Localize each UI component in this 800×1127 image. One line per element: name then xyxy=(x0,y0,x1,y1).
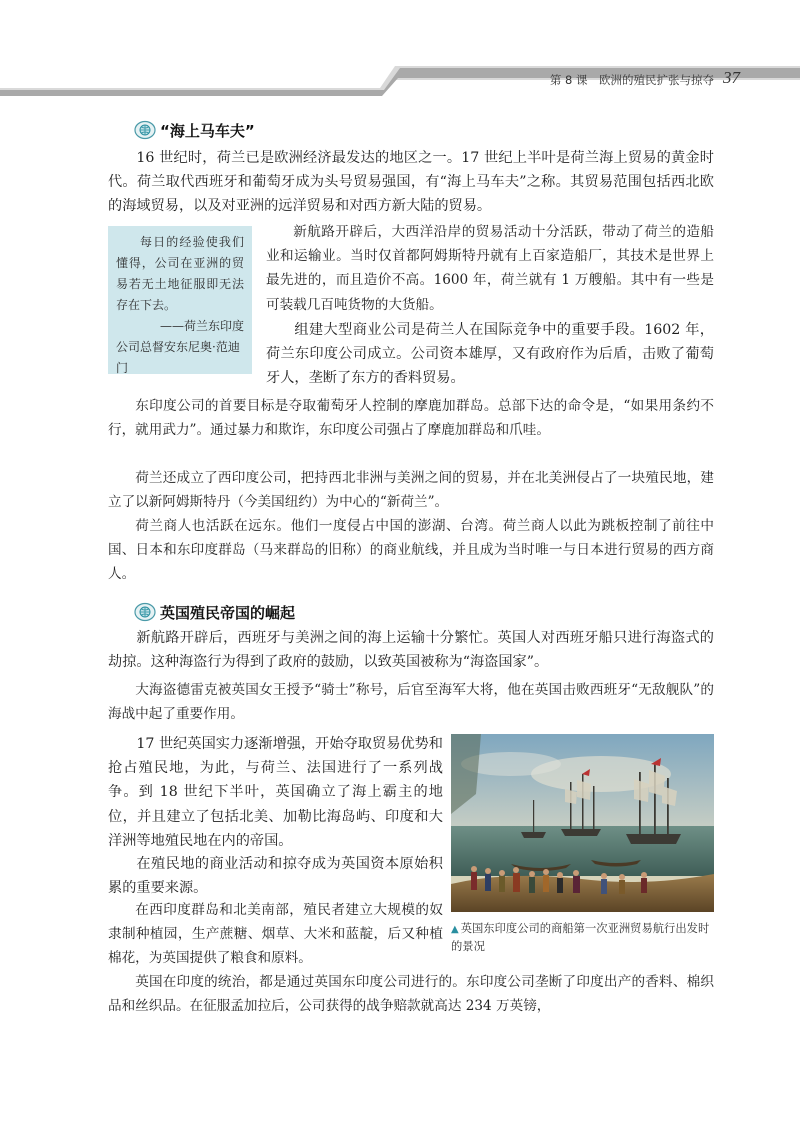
paragraph-drake: 大海盗德雷克被英国女王授予“骑士”称号，后官至海军大将，他在英国击败西班牙“无敌舰队”的海战中起了重要作用。 xyxy=(108,682,714,723)
figure-caption xyxy=(451,920,716,955)
paragraph-far-east: 荷兰商人也活跃在远东。他们一度侵占中国的澎湖、台湾。荷兰商人以此为跳板控制了前往中国、日本和东印度群岛（马来群岛的旧称）的商业航线，并且成为当时唯一与日本进行贸易的西方商人。 xyxy=(108,518,714,583)
globe-emblem-icon xyxy=(134,602,156,622)
paragraph-plantations: 在西印度群岛和北美南部，殖民者建立大规模的奴隶制种植园，生产蔗糖、烟草、大米和蓝靛，后又种植棉花，为英国提供了粮食和原料。 xyxy=(108,902,443,967)
globe-emblem-icon xyxy=(134,120,156,140)
paragraph-shipbuilding: 新航路开辟后，大西洋沿岸的贸易活动十分活跃，带动了荷兰的造船业和运输业。当时仅首都阿姆斯特丹就有上百家造船厂，其技术是世界上最先进的，而且造价不高。1600 年，荷兰就有 1 万艘船。其中有一些是可装载几百吨货物的大货船。 xyxy=(266,224,714,313)
sidebar-quote-text: 每日的经验使我们懂得，公司在亚洲的贸易若无土地征服即无法存在下去。 xyxy=(116,235,244,312)
paragraph-india-rule: 英国在印度的统治，都是通过英国东印度公司进行的。东印度公司垄断了印度出产的香料、棉织品和丝织品。在征服孟加拉后，公司获得的战争赔款就高达 234 万英镑， xyxy=(108,974,714,1015)
figure-caption-text: 英国东印度公司的商船第一次亚洲贸易航行出发时的景况 xyxy=(451,922,710,953)
paragraph-piracy: 新航路开辟后，西班牙与美洲之间的海上运输十分繁忙。英国人对西班牙船只进行海盗式的劫掠。这种海盗行为得到了政府的鼓励，以致英国被称为“海盗国家”。 xyxy=(108,630,714,671)
section-heading-text: 英国殖民帝国的崛起 xyxy=(160,603,296,622)
sidebar-quote-source-continued: 公司总督安东尼奥·范迪门 xyxy=(116,340,240,375)
paragraph-west-india-company: 荷兰还成立了西印度公司，把持西北非洲与美洲之间的贸易，并在北美洲侵占了一块殖民地，建立了以新阿姆斯特丹（今美国纽约）为中心的“新荷兰”。 xyxy=(108,470,714,511)
section-heading-text: “海上马车夫” xyxy=(160,121,255,140)
paragraph-dutch-golden-age: 16 世纪时，荷兰已是欧洲经济最发达的地区之一。17 世纪上半叶是荷兰海上贸易的黄金时代。荷兰取代西班牙和葡萄牙成为头号贸易强国，有“海上马车夫”之称。其贸易范围包括西北欧的海域贸易，以及对亚洲的远洋贸易和对西方新大陆的贸易。 xyxy=(108,150,714,215)
section-heading-maritime-coachman xyxy=(134,118,255,142)
paragraph-capital-accumulation: 在殖民地的商业活动和掠夺成为英国资本原始积累的重要来源。 xyxy=(108,856,443,897)
paragraph-east-india-company: 组建大型商业公司是荷兰人在国际竞争中的重要手段。1602 年，荷兰东印度公司成立。公司资本雄厚，又有政府作为后盾，击败了葡萄牙人，垄断了东方的香料贸易。 xyxy=(266,322,714,387)
paragraph-british-rise: 17 世纪英国实力逐渐增强，开始夺取贸易优势和抢占殖民地，为此，与荷兰、法国进行了一系列战争。到 18 世纪下半叶，英国确立了海上霸主的地位，并且建立了包括北美、加勒比海岛屿、印度和大洋洲等地殖民地在内的帝国。 xyxy=(108,736,443,849)
painting-east-india-ships xyxy=(451,734,714,912)
paragraph-moluccas: 东印度公司的首要目标是夺取葡萄牙人控制的摩鹿加群岛。总部下达的命令是，“如果用条约不行，就用武力”。通过暴力和欺诈，东印度公司强占了摩鹿加群岛和爪哇。 xyxy=(108,398,714,439)
page-number: 37 xyxy=(723,68,740,87)
painting-illustration xyxy=(451,734,714,912)
section-heading-british-empire xyxy=(134,600,295,624)
lesson-title: 第 8 课 欧洲的殖民扩张与掠夺 xyxy=(549,73,714,87)
triangle-marker-icon: ▲ xyxy=(451,924,459,935)
sidebar-quote-box xyxy=(108,226,252,374)
sidebar-quote-source: ——荷兰东印度 xyxy=(159,319,244,333)
